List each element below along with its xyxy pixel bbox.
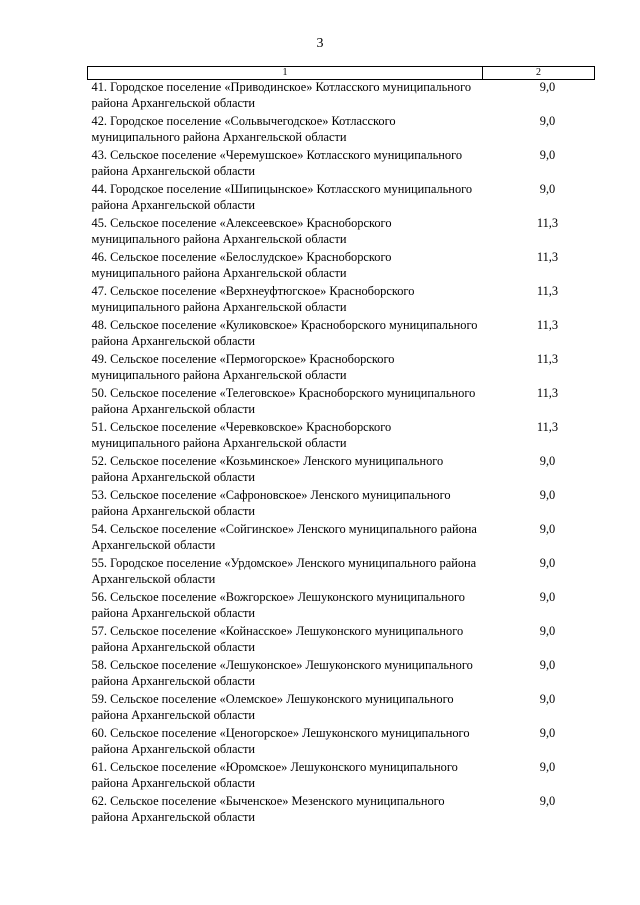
rate-value: 9,0 bbox=[539, 624, 556, 638]
settlement-name: 43. Сельское поселение «Черемушское» Котласского муниципального района Архангельской области bbox=[91, 148, 463, 178]
table-row bbox=[88, 386, 595, 420]
page-number: 3 bbox=[316, 36, 324, 51]
rate-value: 11,3 bbox=[536, 318, 559, 332]
settlement-name: 49. Сельское поселение «Пермогорское» Красноборского муниципального района Архангельской области bbox=[91, 352, 395, 382]
rate-value: 11,3 bbox=[536, 216, 559, 230]
rate-value: 11,3 bbox=[536, 420, 559, 434]
rate-value: 9,0 bbox=[539, 556, 556, 570]
table-body bbox=[88, 80, 595, 829]
table-row bbox=[88, 556, 595, 590]
table-row bbox=[88, 216, 595, 250]
table-row bbox=[88, 182, 595, 216]
settlement-name: 57. Сельское поселение «Койнасское» Лешуконского муниципального района Архангельской области bbox=[91, 624, 464, 654]
rate-value: 9,0 bbox=[539, 80, 556, 94]
rate-value: 9,0 bbox=[539, 114, 556, 128]
settlement-name: 58. Сельское поселение «Лешуконское» Лешуконского муниципального района Архангельской области bbox=[91, 658, 473, 688]
settlement-name: 56. Сельское поселение «Вожгорское» Лешуконского муниципального района Архангельской области bbox=[91, 590, 465, 620]
table-row bbox=[88, 318, 595, 352]
table-row bbox=[88, 522, 595, 556]
table-row bbox=[88, 624, 595, 658]
settlement-name: 47. Сельское поселение «Верхнеуфтюгское» Красноборского муниципального района Архангельской области bbox=[91, 284, 415, 314]
rate-value: 11,3 bbox=[536, 352, 559, 366]
settlement-name: 45. Сельское поселение «Алексеевское» Красноборского муниципального района Архангельской области bbox=[91, 216, 392, 246]
settlement-name: 46. Сельское поселение «Белослудское» Красноборского муниципального района Архангельской области bbox=[91, 250, 392, 280]
settlement-name: 44. Городское поселение «Шипицынское» Котласского муниципального района Архангельской области bbox=[91, 182, 473, 212]
table-row bbox=[88, 454, 595, 488]
settlement-name: 53. Сельское поселение «Сафроновское» Ленского муниципального района Архангельской области bbox=[91, 488, 451, 518]
rate-value: 9,0 bbox=[539, 658, 556, 672]
settlements-table bbox=[87, 66, 595, 828]
table-row bbox=[88, 590, 595, 624]
rate-value: 9,0 bbox=[539, 488, 556, 502]
table-row bbox=[88, 148, 595, 182]
settlement-name: 51. Сельское поселение «Черевковское» Красноборского муниципального района Архангельской области bbox=[91, 420, 392, 450]
table-row bbox=[88, 692, 595, 726]
settlement-name: 62. Сельское поселение «Быченское» Мезенского муниципального района Архангельской области bbox=[91, 794, 445, 824]
settlement-name: 55. Городское поселение «Урдомское» Ленского муниципального района Архангельской области bbox=[91, 556, 477, 586]
settlement-name: 59. Сельское поселение «Олемское» Лешуконского муниципального района Архангельской области bbox=[91, 692, 454, 722]
rate-value: 11,3 bbox=[536, 386, 559, 400]
table-row bbox=[88, 726, 595, 760]
table-row bbox=[88, 420, 595, 454]
column-header-2: 2 bbox=[483, 67, 595, 80]
rate-value: 9,0 bbox=[539, 590, 556, 604]
settlement-name: 48. Сельское поселение «Куликовское» Красноборского муниципального района Архангельской области bbox=[91, 318, 478, 348]
settlement-name: 42. Городское поселение «Сольвычегодское» Котласского муниципального района Архангельской области bbox=[91, 114, 396, 144]
settlement-name: 61. Сельское поселение «Юромское» Лешуконского муниципального района Архангельской области bbox=[91, 760, 458, 790]
table-row bbox=[88, 794, 595, 828]
table-row bbox=[88, 760, 595, 794]
settlement-name: 54. Сельское поселение «Сойгинское» Ленского муниципального района Архангельской области bbox=[91, 522, 477, 552]
table-row bbox=[88, 80, 595, 115]
rate-value: 9,0 bbox=[539, 760, 556, 774]
settlement-name: 60. Сельское поселение «Ценогорское» Лешуконского муниципального района Архангельской области bbox=[91, 726, 470, 756]
rate-value: 11,3 bbox=[536, 284, 559, 298]
table-header-row bbox=[88, 67, 595, 80]
rate-value: 9,0 bbox=[539, 148, 556, 162]
settlement-name: 50. Сельское поселение «Телеговское» Красноборского муниципального района Архангельской области bbox=[91, 386, 476, 416]
table-row bbox=[88, 352, 595, 386]
settlement-name: 41. Городское поселение «Приводинское» Котласского муниципального района Архангельской области bbox=[91, 80, 472, 110]
table-row bbox=[88, 250, 595, 284]
rate-value: 9,0 bbox=[539, 454, 556, 468]
rate-value: 11,3 bbox=[536, 250, 559, 264]
table-row bbox=[88, 488, 595, 522]
settlement-name: 52. Сельское поселение «Козьминское» Ленского муниципального района Архангельской области bbox=[91, 454, 444, 484]
table-row bbox=[88, 284, 595, 318]
table-row bbox=[88, 658, 595, 692]
rate-value: 9,0 bbox=[539, 692, 556, 706]
rate-value: 9,0 bbox=[539, 182, 556, 196]
table-header bbox=[88, 67, 595, 80]
rate-value: 9,0 bbox=[539, 726, 556, 740]
rate-value: 9,0 bbox=[539, 522, 556, 536]
rate-value: 9,0 bbox=[539, 794, 556, 808]
table-row bbox=[88, 114, 595, 148]
column-header-1: 1 bbox=[88, 67, 483, 80]
